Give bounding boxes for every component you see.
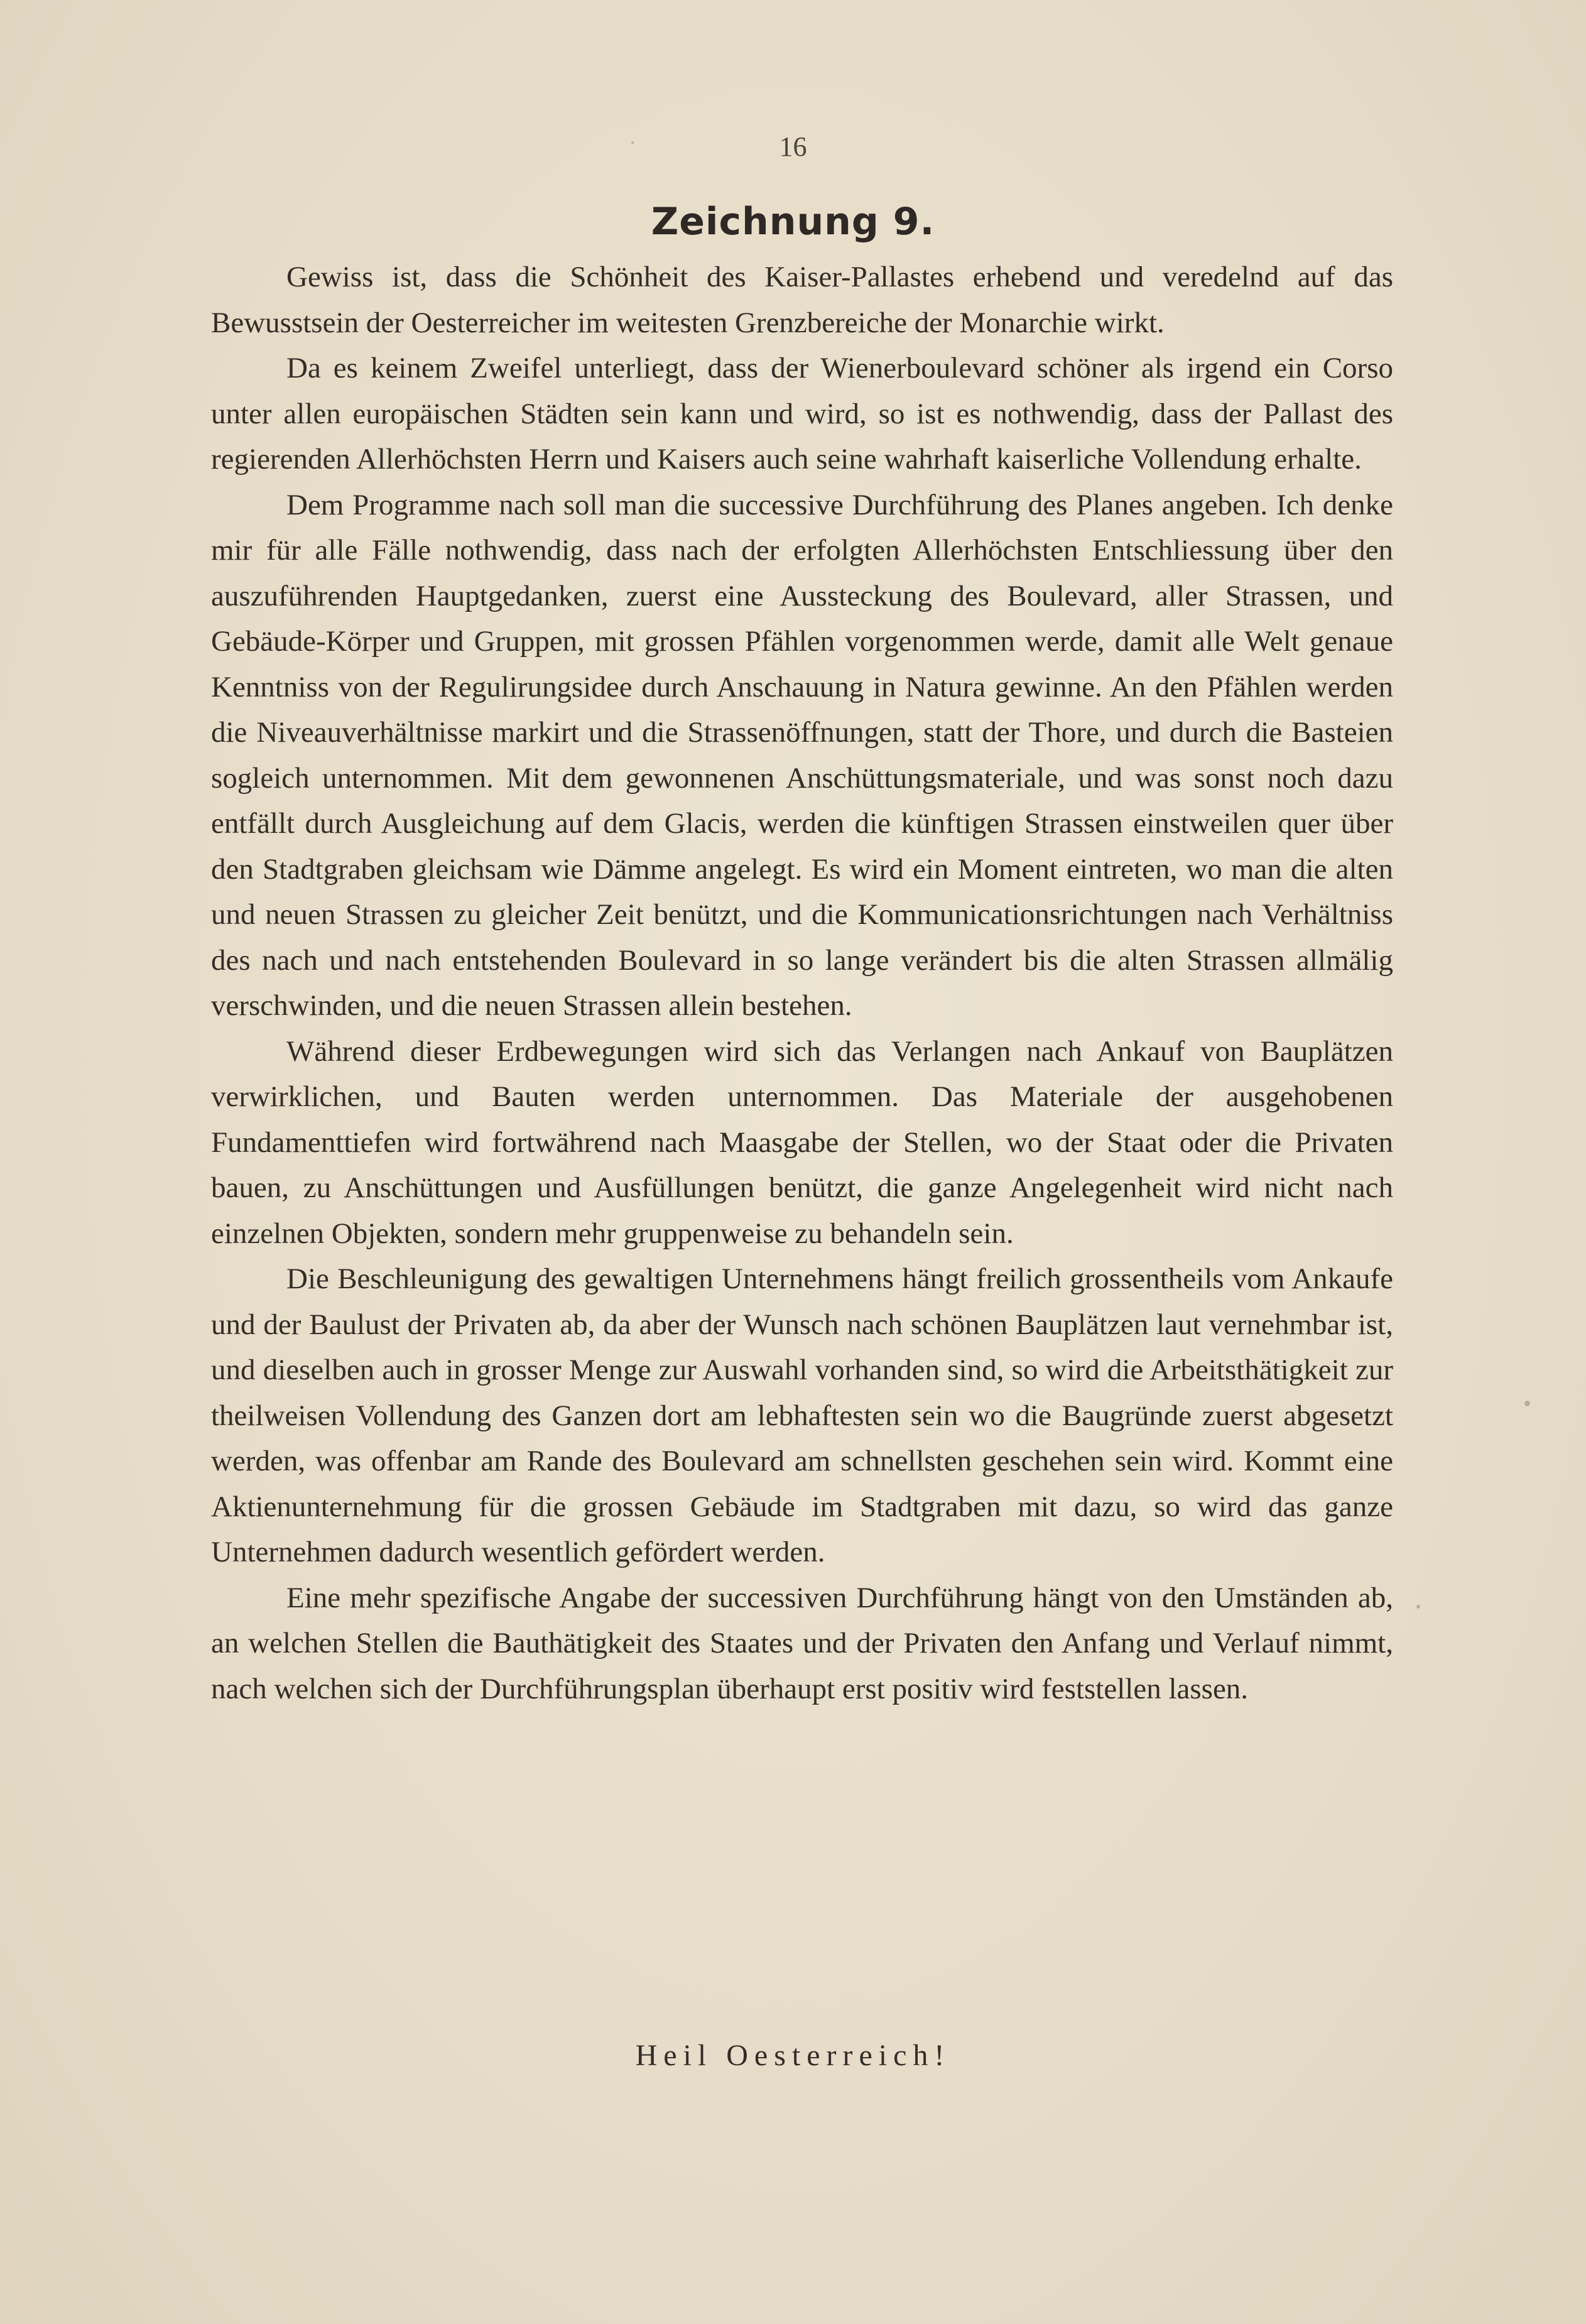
paragraph: Die Beschleunigung des gewaltigen Unternehmens hängt freilich grossentheils vom Ankaufe und der Baulust der Privaten ab, da aber der Wunsch nach schönen Bauplätzen laut vernehmbar ist, und dieselben auch in grosser Menge zur Auswahl vorhanden sind, so wird die Arbeitsthätigkeit zur theilweisen Vollendung des Ganzen dort am lebhaftesten sein wo die Baugründe zuerst abgesetzt werden, was offenbar am Rande des Boulevard am schnellsten geschehen sein wird. Kommt eine Aktienunternehmung für die grossen Gebäude im Stadtgraben mit dazu, so wird das ganze Unternehmen dadurch wesentlich gefördert werden. bbox=[211, 1262, 1393, 1568]
section-heading: Zeichnung 9. bbox=[651, 200, 935, 244]
paragraph: Während dieser Erdbewegungen wird sich das Verlangen nach Ankauf von Bauplätzen verwirklichen, und Bauten werden unternommen. Das Materiale der ausgehobenen Fundamenttiefen wird fortwährend nach Maasgabe der Stellen, wo der Staat oder die Privaten bauen, zu Anschüttungen und Ausfüllungen benützt, die ganze Angelegenheit wird nicht nach einzelnen Objekten, sondern mehr gruppenweise zu behandeln sein. bbox=[211, 1034, 1393, 1250]
paper-speck bbox=[1524, 1401, 1530, 1406]
paragraph: Da es keinem Zweifel unterliegt, dass der Wienerboulevard schöner als irgend ein Corso unter allen europäischen Städten sein kann und wird, so ist es nothwendig, dass der Pallast des regierenden Allerhöchsten Herrn und Kaisers auch seine wahrhaft kaiserliche Vollendung erhalte. bbox=[211, 352, 1393, 475]
paragraph: Eine mehr spezifische Angabe der successiven Durchführung hängt von den Umständen ab, an welchen Stellen die Bauthätigkeit des Staates und der Privaten den Anfang und Verlauf nimmt, nach welchen sich der Durchführungsplan überhaupt erst positiv wird feststellen lassen. bbox=[211, 1581, 1393, 1705]
paper-speck bbox=[631, 141, 634, 144]
paragraph: Gewiss ist, dass die Schönheit des Kaiser-Pallastes erhebend und veredelnd auf das Bewusstsein der Oesterreicher im weitesten Grenzbereiche der Monarchie wirkt. bbox=[211, 261, 1393, 339]
closing-line: Heil Oesterreich! bbox=[635, 2039, 951, 2072]
body-text bbox=[211, 254, 1393, 1712]
page-number: 16 bbox=[779, 131, 807, 162]
paper-speck bbox=[1416, 1605, 1420, 1609]
paragraph: Dem Programme nach soll man die successive Durchführung des Planes angeben. Ich denke mir für alle Fälle nothwendig, dass nach der erfolgten Allerhöchsten Entschliessung über den auszuführenden Hauptgedanken, zuerst eine Aussteckung des Boulevard, aller Strassen, und Gebäude-Körper und Gruppen, mit grossen Pfählen vorgenommen werde, damit alle Welt genaue Kenntniss von der Regulirungsidee durch Anschauung in Natura gewinne. An den Pfählen werden die Niveauverhältnisse markirt und die Strassenöffnungen, statt der Thore, und durch die Basteien sogleich unternommen. Mit dem gewonnenen Anschüttungsmateriale, und was sonst noch dazu entfällt durch Ausgleichung auf dem Glacis, werden die künftigen Strassen einstweilen quer über den Stadtgraben gleichsam wie Dämme angelegt. Es wird ein Moment eintreten, wo man die alten und neuen Strassen zu gleicher Zeit benützt, und die Kommunicationsrichtungen nach Verhältniss des nach und nach entstehenden Boulevard in so lange verändert bis die alten Strassen allmälig verschwinden, und die neuen Strassen allein bestehen. bbox=[211, 488, 1393, 1022]
